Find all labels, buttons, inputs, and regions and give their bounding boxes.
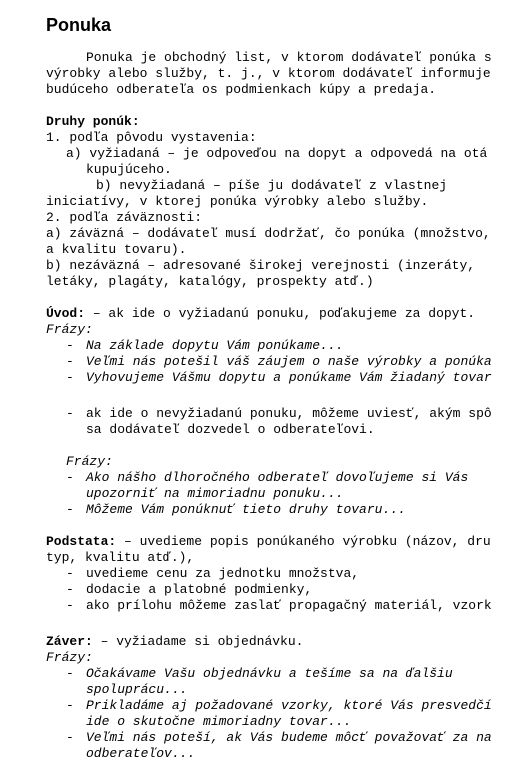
intro-line-2: výrobky alebo služby, t. j., v ktorom dodávateľ informuje xyxy=(46,66,491,81)
uvod-unsolicited-1: ak ide o nevyžiadanú ponuku, môžeme uviesť, akým spô xyxy=(86,406,492,421)
types-line-10: letáky, plagáty, katalógy, prospekty atď.) xyxy=(46,274,374,289)
types-line-9: b) nezáväzná – adresované širokej verejnosti (inzeráty, xyxy=(46,258,476,273)
uvod-phrase2-3: Môžeme Vám ponúknuť tieto druhy tovaru... xyxy=(86,502,406,517)
types-line-8: a kvalitu tovaru). xyxy=(46,242,187,257)
zaver-phrase-4: ide o skutočne mimoriadny tovar... xyxy=(86,714,352,729)
bullet: - xyxy=(66,582,74,597)
uvod-phrase-3: Vyhovujeme Vášmu dopytu a ponúkame Vám žiadaný tovar xyxy=(86,370,492,385)
uvod-phrases2-label: Frázy: xyxy=(66,454,113,469)
types-line-7: a) záväzná – dodávateľ musí dodržať, čo ponúka (množstvo, xyxy=(46,226,491,241)
bullet: - xyxy=(66,666,74,681)
podstata-item-3: ako prílohu môžeme zaslať propagačný materiál, vzork xyxy=(86,598,492,613)
bullet: - xyxy=(66,470,74,485)
zaver-phrase-1: Očakávame Vašu objednávku a tešíme sa na ďalšiu xyxy=(86,666,453,681)
bullet: - xyxy=(66,338,74,353)
bullet: - xyxy=(66,598,74,613)
types-line-1: 1. podľa pôvodu vystavenia: xyxy=(46,130,257,145)
uvod-phrase2-2: upozorniť na mimoriadnu ponuku... xyxy=(86,486,344,501)
uvod-phrase2-1: Ako nášho dlhoročného odberateľ dovoľujeme si Vás xyxy=(86,470,469,485)
bullet: - xyxy=(66,698,74,713)
uvod-phrases-label: Frázy: xyxy=(46,322,93,337)
uvod-line xyxy=(46,306,475,322)
document-title: Ponuka xyxy=(46,15,112,35)
podstata-label: Podstata: xyxy=(46,534,117,549)
podstata-text-2: typ, kvalitu atď.), xyxy=(46,550,195,565)
types-line-2: a) vyžiadaná – je odpoveďou na dopyt a odpovedá na otá xyxy=(66,146,488,161)
types-heading: Druhy ponúk: xyxy=(46,114,140,129)
intro-line-1: Ponuka je obchodný list, v ktorom dodávateľ ponúka s xyxy=(86,50,492,65)
podstata-text: – uvedieme popis ponúkaného výrobku (názov, dru xyxy=(116,534,491,549)
bullet: - xyxy=(66,370,74,385)
zaver-phrase-3: Prikladáme aj požadované vzorky, ktoré Vás presvedčí xyxy=(86,698,492,713)
zaver-phrase-6: odberateľov... xyxy=(86,746,196,761)
uvod-label: Úvod: xyxy=(46,306,86,321)
bullet: - xyxy=(66,502,74,517)
zaver-line xyxy=(46,634,303,650)
zaver-label: Záver: xyxy=(46,634,93,649)
zaver-text: – vyžiadame si objednávku. xyxy=(92,634,304,649)
bullet: - xyxy=(66,354,74,369)
bullet: - xyxy=(66,406,74,421)
podstata-item-1: uvedieme cenu za jednotku množstva, xyxy=(86,566,360,581)
intro-line-3: budúceho odberateľa os podmienkach kúpy a predaja. xyxy=(46,82,437,97)
bullet: - xyxy=(66,730,74,745)
zaver-phrases-label: Frázy: xyxy=(46,650,93,665)
podstata-item-2: dodacie a platobné podmienky, xyxy=(86,582,313,597)
types-line-3: kupujúceho. xyxy=(86,162,172,177)
podstata-line xyxy=(46,534,491,550)
bullet: - xyxy=(66,566,74,581)
uvod-phrase-1: Na základe dopytu Vám ponúkame... xyxy=(86,338,344,353)
zaver-phrase-2: spoluprácu... xyxy=(86,682,188,697)
uvod-text: – ak ide o vyžiadanú ponuku, poďakujeme za dopyt. xyxy=(85,306,476,321)
uvod-phrase-2: Veľmi nás potešil váš záujem o naše výrobky a ponúka xyxy=(86,354,492,369)
types-line-4: b) nevyžiadaná – píše ju dodávateľ z vlastnej xyxy=(96,178,448,193)
zaver-phrase-5: Veľmi nás poteší, ak Vás budeme môcť považovať za na xyxy=(86,730,492,745)
types-line-5: iniciatívy, v ktorej ponúka výrobky alebo služby. xyxy=(46,194,429,209)
types-line-6: 2. podľa záväznosti: xyxy=(46,210,203,225)
uvod-unsolicited-2: sa dodávateľ dozvedel o odberateľovi. xyxy=(86,422,375,437)
